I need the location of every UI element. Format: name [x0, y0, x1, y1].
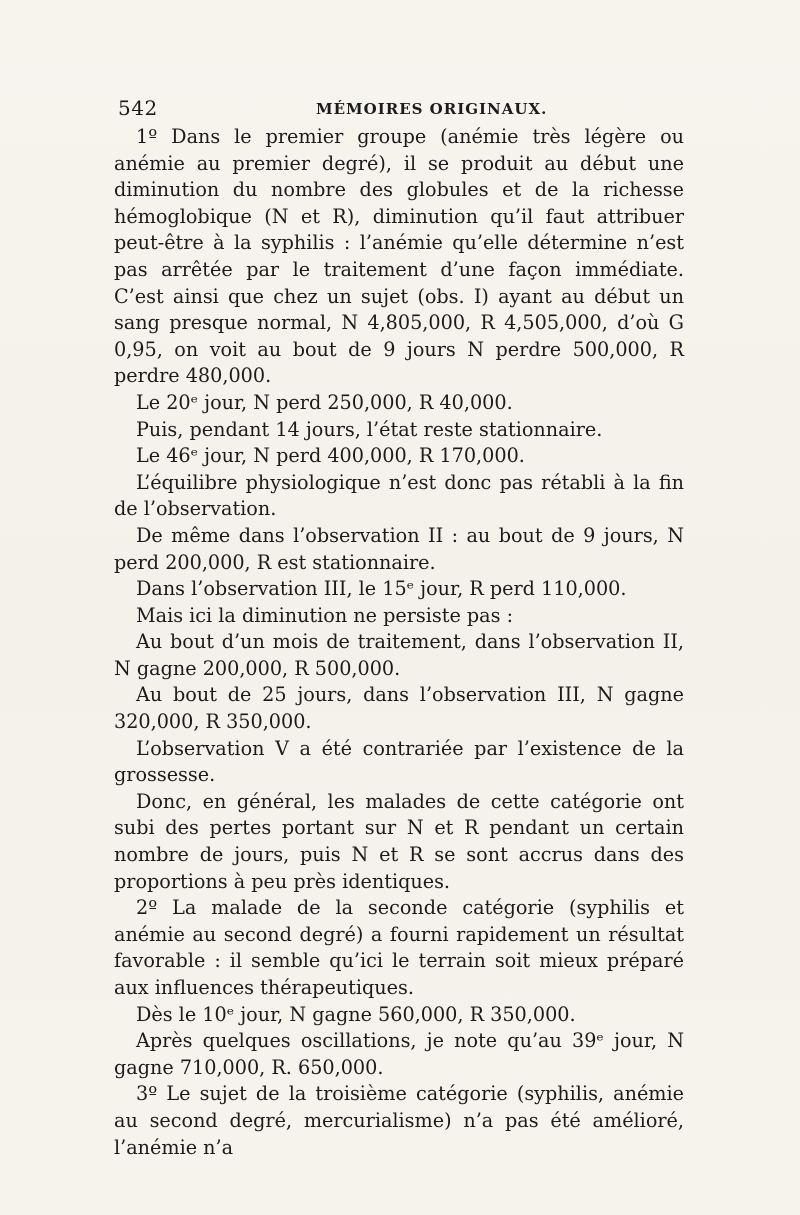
paragraph-day-39: Après quelques oscillations, je note qu’au 39ᵉ jour, N gagne 710,000, R. 650,000. — [114, 1029, 684, 1079]
paragraph-third-category: 3º Le sujet de la troisième catégorie (syphilis, anémie au second degré, mercurialisme) n’a pas été amélioré, l’anémie n’a — [114, 1082, 684, 1159]
paragraph-second-category: 2º La malade de la seconde catégorie (syphilis et anémie au second degré) a fourni rapidement un résultat favorable : il semble qu’ici le terrain soit mieux préparé aux influences thérapeutiques. — [114, 896, 684, 999]
paragraph-after-25-days: Au bout de 25 jours, dans l’observation III, N gagne 320,000, R 350,000. — [114, 683, 684, 734]
paragraph-after-month: Au bout d’un mois de traitement, dans l’observation II, N gagne 200,000, R 500,000. — [114, 630, 684, 680]
paragraph-equilibrium: L’équilibre physiologique n’est donc pas rétabli à la fin de l’observation. — [114, 470, 684, 521]
paragraph-day-10: Dès le 10ᵉ jour, N gagne 560,000, R 350,000. — [136, 1002, 576, 1026]
paragraph-not-persist: Mais ici la diminution ne persiste pas : — [136, 603, 514, 627]
paragraph-day-20: Le 20ᵉ jour, N perd 250,000, R 40,000. — [136, 390, 513, 414]
paragraph-observation-ii: De même dans l’observation II : au bout de 9 jours, N perd 200,000, R est stationnaire. — [114, 523, 684, 574]
paragraph-observation-v: L’observation V a été contrariée par l’existence de la grossesse. — [114, 736, 684, 787]
running-head: MÉMOIRES ORIGINAUX. — [316, 100, 548, 118]
paragraph-stationary: Puis, pendant 14 jours, l’état reste stationnaire. — [136, 417, 603, 441]
page-number: 542 — [118, 96, 158, 120]
page-header — [118, 96, 678, 122]
paragraph-observation-iii: Dans l’observation III, le 15ᵉ jour, R perd 110,000. — [136, 577, 627, 601]
paragraph-first-group: 1º Dans le premier groupe (anémie très légère ou anémie au premier degré), il se produit au début une diminution du nombre des globules et de la richesse hémoglobique (N et R), diminution qu’il faut attribuer peut-être à la syphilis : l’anémie qu’elle détermine n’est pas arrêtée par le traitement d’une façon immédiate. C’est ainsi que chez un sujet (obs. I) ayant au début un sang presque normal, N 4,805,000, R 4,505,000, d’où G 0,95, on voit au bout de 9 jours N perdre 500,000, R perdre 480,000. — [114, 125, 684, 388]
paragraph-day-46: Le 46ᵉ jour, N perd 400,000, R 170,000. — [136, 444, 525, 468]
body-text — [114, 124, 684, 1161]
paragraph-general-conclusion: Donc, en général, les malades de cette catégorie ont subi des pertes portant sur N et R pendant un certain nombre de jours, puis N et R se sont accrus dans des proportions à peu près identiques. — [114, 789, 684, 893]
